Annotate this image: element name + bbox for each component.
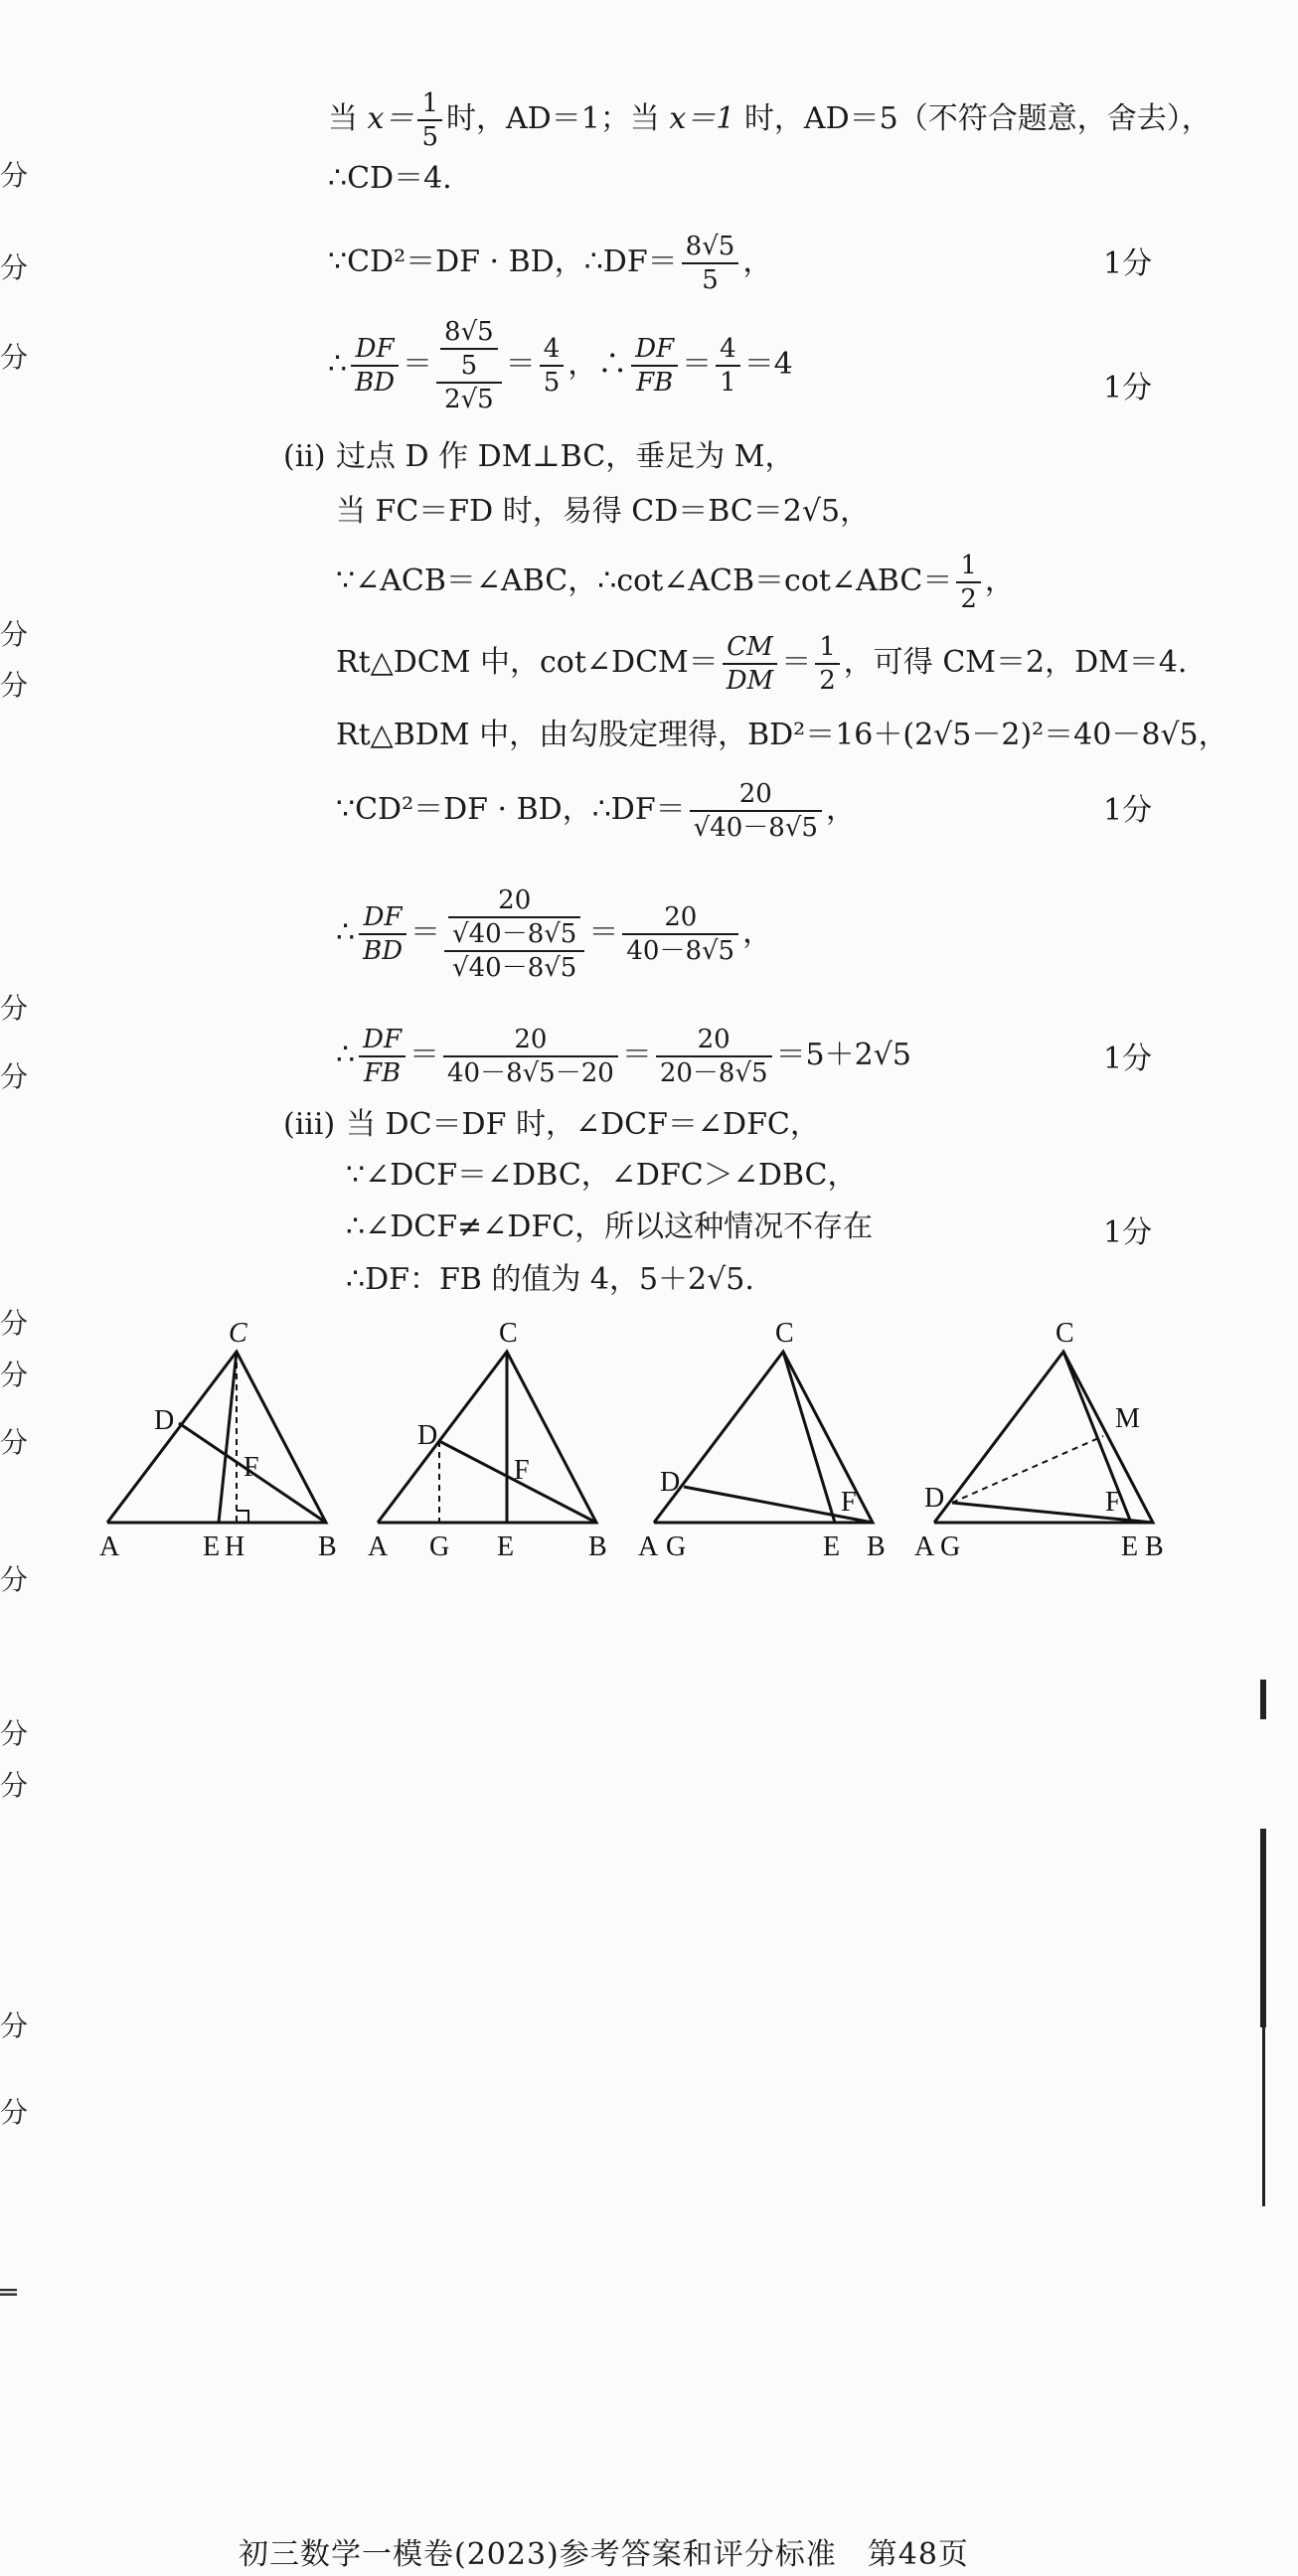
- margin-score-mark: 分: [0, 1717, 29, 1750]
- margin-score-mark: 分: [0, 1563, 29, 1596]
- svg-text:B: B: [588, 1531, 607, 1562]
- svg-text:H: H: [225, 1531, 245, 1562]
- solution-line-2: ∴CD＝4.: [328, 161, 452, 196]
- svg-text:A: A: [368, 1531, 389, 1562]
- margin-score-mark: 分: [0, 251, 29, 284]
- svg-text:D: D: [417, 1420, 438, 1451]
- margin-score-mark: ═: [0, 2276, 17, 2309]
- figure-4: [914, 1318, 1164, 1562]
- svg-text:F: F: [243, 1452, 259, 1483]
- scan-edge-mark: [1262, 1968, 1265, 2206]
- svg-text:C: C: [775, 1318, 794, 1349]
- score-label: 1分: [1103, 793, 1153, 828]
- svg-text:A: A: [914, 1531, 935, 1562]
- margin-score-mark: 分: [0, 1359, 29, 1391]
- margin-score-mark: 分: [0, 669, 29, 702]
- svg-text:D: D: [924, 1483, 945, 1514]
- svg-text:M: M: [1115, 1403, 1140, 1434]
- margin-score-mark: 分: [0, 1307, 29, 1340]
- svg-text:F: F: [841, 1487, 857, 1518]
- margin-score-mark: 分: [0, 1060, 29, 1093]
- margin-score-mark: 分: [0, 159, 29, 192]
- svg-text:B: B: [1145, 1531, 1164, 1562]
- svg-text:G: G: [666, 1531, 687, 1562]
- page-footer: 初三数学一模卷(2023)参考答案和评分标准 第48页: [239, 2537, 969, 2572]
- svg-text:C: C: [499, 1318, 518, 1349]
- solution-line-3: ∵CD²＝DF · BD，∴DF＝ $\frac{8√5}{5}$ ，: [328, 232, 773, 295]
- svg-text:A: A: [638, 1531, 659, 1562]
- case-iii-label: (iii): [283, 1107, 336, 1142]
- solution-ii-3: ∵∠ACB＝∠ABC，∴cot∠ACB＝cot∠ABC＝ $\frac{1}{2}$ ，: [336, 551, 1015, 614]
- margin-score-mark: 分: [0, 341, 29, 374]
- solution-iii-1: 当 DC＝DF 时，∠DCF＝∠DFC，: [346, 1107, 820, 1142]
- svg-text:C: C: [1055, 1318, 1074, 1349]
- svg-text:G: G: [940, 1531, 961, 1562]
- svg-text:D: D: [154, 1405, 175, 1436]
- solution-ii-4: Rt△DCM 中，cot∠DCM＝ $\frac{CM}{DM}$ ＝ $\frac{1}{2}$ ，可得 CM＝2，DM＝4.: [336, 632, 1188, 696]
- conclusion: ∴DF：FB 的值为 4，5＋2√5.: [346, 1262, 754, 1297]
- solution-iii-2: ∵∠DCF＝∠DBC，∠DFC＞∠DBC，: [346, 1158, 858, 1193]
- fraction: $\frac{1}{5}$: [417, 87, 442, 153]
- svg-text:E: E: [497, 1531, 515, 1562]
- solution-iii-3: ∴∠DCF≠∠DFC，所以这种情况不存在: [346, 1209, 874, 1244]
- solution-line-4: ∴ $\frac{DF}{BD}$ ＝ $\frac{\frac{8√5}{5}}{2√5}$ ＝ $\frac{4}{5}$ ，∴ $\frac{DF}{FB}$ ＝ $\frac{4}{1}$ ＝4: [328, 317, 793, 414]
- score-label: 1分: [1103, 246, 1153, 281]
- svg-text:A: A: [99, 1531, 120, 1562]
- margin-score-mark: 分: [0, 992, 29, 1025]
- score-label: 1分: [1103, 1042, 1153, 1076]
- svg-text:E: E: [1121, 1531, 1139, 1562]
- svg-text:G: G: [429, 1531, 450, 1562]
- svg-text:F: F: [1105, 1487, 1121, 1518]
- margin-score-mark: 分: [0, 1769, 29, 1802]
- svg-text:B: B: [318, 1531, 337, 1562]
- svg-text:B: B: [867, 1531, 886, 1562]
- solution-ii-1: 过点 D 作 DM⊥BC，垂足为 M，: [336, 439, 795, 474]
- geometry-figures: [80, 1312, 1193, 1570]
- svg-text:E: E: [203, 1531, 221, 1562]
- score-label: 1分: [1103, 371, 1153, 405]
- figure-2: [368, 1318, 607, 1562]
- figure-1: [99, 1318, 337, 1562]
- svg-text:F: F: [514, 1455, 530, 1486]
- figure-3: [638, 1318, 886, 1562]
- svg-text:D: D: [660, 1467, 681, 1498]
- scan-edge-mark: [1260, 1680, 1266, 1719]
- svg-text:C: C: [229, 1318, 247, 1349]
- margin-score-mark: 分: [0, 2010, 29, 2042]
- solution-line-1: 当 x＝ $\frac{1}{5}$ 时，AD＝1；当 x＝1 时，AD＝5（不符合题意，舍去），: [328, 88, 1212, 152]
- solution-ii-6: ∵CD²＝DF · BD，∴DF＝ $\frac{20}{√40-8√5}$ ，: [336, 779, 856, 843]
- score-label: 1分: [1103, 1215, 1153, 1250]
- solution-ii-8: ∴ $\frac{DF}{FB}$ ＝ $\frac{20}{40-8√5-20}$ ＝ $\frac{20}{20-8√5}$ ＝5＋2√5: [336, 1025, 911, 1088]
- margin-score-mark: 分: [0, 2096, 29, 2129]
- margin-score-mark: 分: [0, 1426, 29, 1459]
- solution-ii-7: ∴ $\frac{DF}{BD}$ ＝ $\frac{\frac{20}{√40-8√5}}{√40-8√5}$ ＝ $\frac{20}{40-8√5}$ ，: [336, 886, 773, 983]
- margin-score-mark: 分: [0, 618, 29, 651]
- solution-ii-2: 当 FC＝FD 时，易得 CD＝BC＝2√5，: [336, 494, 871, 529]
- solution-ii-5: Rt△BDM 中，由勾股定理得，BD²＝16＋(2√5－2)²＝40－8√5，: [336, 718, 1228, 752]
- case-ii-label: (ii): [283, 439, 326, 474]
- svg-text:E: E: [823, 1531, 841, 1562]
